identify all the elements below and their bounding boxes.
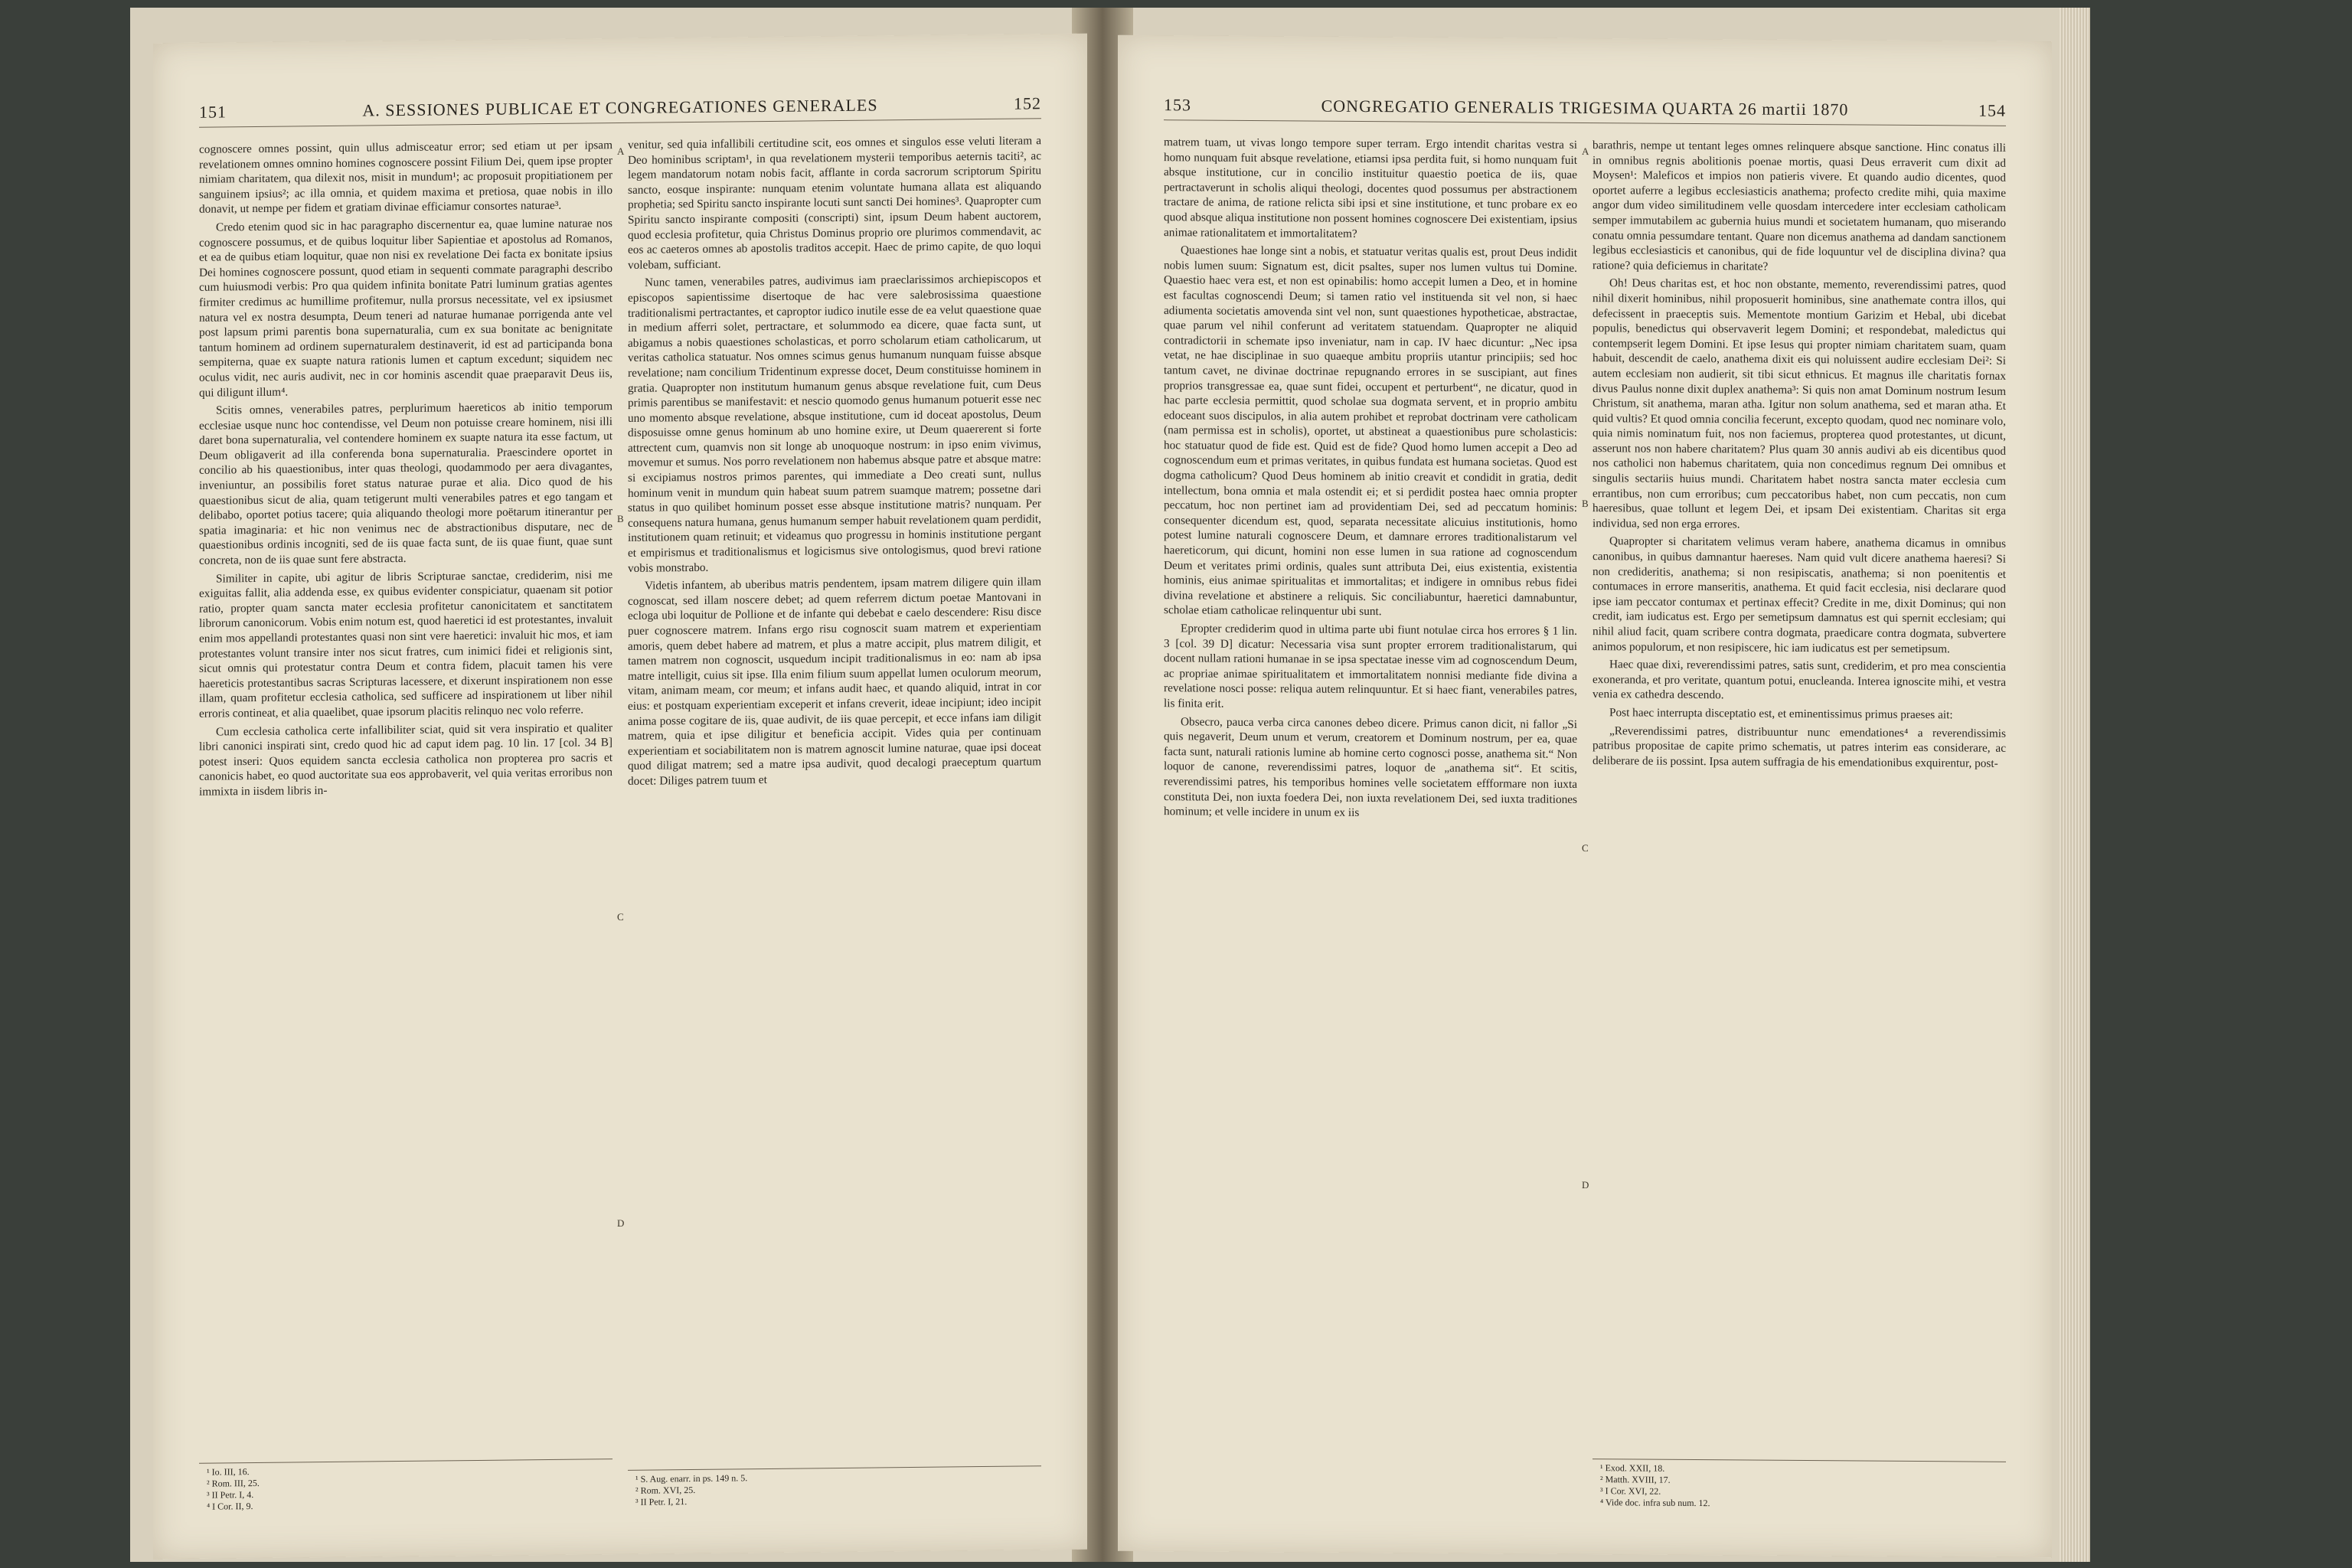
page-number-154: 154 bbox=[1978, 100, 2006, 120]
column-153 bbox=[1164, 135, 1577, 1508]
running-title: CONGREGATIO GENERALIS TRIGESIMA QUARTA 26 martii 1870 bbox=[1321, 96, 1849, 119]
footnote: ³ II Petr. I, 21. bbox=[635, 1496, 688, 1508]
column-152 bbox=[628, 133, 1041, 1508]
paragraph: cognoscere omnes possint, quin ullus admisceatur error; sed etiam ut per ipsam revelationem omnes omnino homines cognoscere possint Filium Dei, quem ipse propter nimiam charitatem, qua dilexit nos, misit in mundum¹; ac proposuit propitiationem per sanguinem ipsius²; ac illa omnia, et quidem maxima et pretiosa, quae nobis in illo donavit, ut nempe per fidem et gratiam divinae efficiamur consortes naturae³. bbox=[199, 139, 612, 217]
left-columns bbox=[199, 133, 1041, 1528]
footnote: ¹ Io. III, 16. bbox=[207, 1466, 250, 1478]
paragraph: Obsecro, pauca verba circa canones debeo dicere. Primus canon dicit, ni fallor „Si quis negaverit, Deum unum et verum, creatorem et Dominum nostrum, per ea, quae facta sunt, naturali rationis lumine ab homine certo cognosci posse, anathema sit.“ Non loquor de canone, reverendissimi patres, loquor de „anathema sit“. Et scitis, reverendissimi patres, his temporibus homines velle societatem effformare non iuxta constituta Dei, non iuxta foedera Dei, non iuxta revelationem Dei, sed iuxta traditiones hominum; et velle incidere in unum ex iis bbox=[1164, 714, 1577, 820]
page-edge-stack bbox=[2060, 8, 2090, 1562]
open-book bbox=[130, 8, 2090, 1562]
column-151 bbox=[199, 138, 612, 1513]
paragraph: Scitis omnes, venerabiles patres, perplurimum haereticos ab initio temporum ecclesiae usque nunc hoc contendisse, vel Deum non potuisse creare hominem, nisi illi daret bona supernaturalia, vel contendere hominem ex suapte natura ita esse factum, ut Deum obligaverit ad illa conferenda bona supernaturalia. Praescindere oportet in concilio ab his quaestionibus, inter quas theologi, quodammodo per aera divagantes, inveniuntur, an possibilis foret status naturae purae et alia. Dico quod de his quaestionibus sicut de alia, quam tetigerunt multi venerabiles patres et ego tangam et delibabo, oportet potius tacere; quia aliquando theologi more poëtarum itinerantur per spatia imaginaria: et hic non venimus nec de abstractionibus disputare, nec de quaestionibus ordinis incogniti, sed de iis quae facta sunt, de iis quae fiunt, quae sunt concreta, non de iis quae sunt fere abstracta. bbox=[199, 400, 612, 567]
column-154 bbox=[1592, 138, 2006, 1511]
footnote: ¹ S. Aug. enarr. in ps. 149 n. 5. bbox=[635, 1472, 748, 1485]
margin-marker: A bbox=[617, 145, 625, 158]
page-number-153: 153 bbox=[1164, 95, 1191, 115]
page-number-152: 152 bbox=[1014, 93, 1041, 113]
right-page bbox=[1118, 35, 2052, 1558]
left-running-head bbox=[199, 87, 1041, 128]
footnote: ² Rom. XVI, 25. bbox=[635, 1484, 696, 1496]
margin-marker: C bbox=[1582, 841, 1589, 854]
paragraph: Videtis infantem, ab uberibus matris pendentem, ipsam matrem diligere quin illam cognoscat, sed illam noscere debet; ad quem referrem dictum poetae Mantovani in ecloga ubi loquitur de Pollione et de infante qui debebat e caelo descendere: Risu disce puer cognoscere matrem. Infans ergo risu cognoscit suam matrem et experientiam amoris, quem debet habere ad matrem, et plus a matre accipit, plus matrem diligit, et tamen matrem non cognoscit, usquedum incipit traditionalismus in eo: nam ab ipsa matre intelligit, cuius sit ipse. Illa enim filium suum appellat lumen oculorum meorum, vitam, animam meam, cor meum; et infans audit haec, et quando aliquid, intrat in cor eius: et postquam experientiam exceperit et infans creverit, ideae incipiunt; ideo incipit anima posse cogitare de iis, quae audivit, de iis quae percepit, et ecce infans iam diligit matrem, quia et ipse diligitur et beneficia accipit. Vides quia per continuam experientiam et sociabilitatem non is matrem agnoscit lumine naturae, quae ipsi doceat quod diligat matrem; sed a matre ipsa audivit, quod decalogi praeceptum quartum docet: Diliges patrem tuum et bbox=[628, 575, 1041, 788]
column-154-footnotes bbox=[1592, 1459, 2006, 1511]
paragraph: venitur, sed quia infallibili certitudine scit, eos omnes et singulos esse veluti literam a Deo hominibus scriptam¹, in qua revelationem mysterii temporibus aeternis taciti², ac legem mandatorum notam nobis facit, afflante in corda sacrorum scriptorum Spiritu sancto, eosque inspirante: nunquam etenim voluntate humana allata est aliquando prophetia; sed Spiritu sancto inspirante locuti sunt sancti Dei homines³. Quapropter cum Spiritu sancto inspirante compositi (conscripti) sint, ipsum Deum habent auctorem, quod ecclesia profitetur, quia Christus Dominus proprio ore plurimos commendavit, ac eos ac caeteros omnes ab apostolis traditos accepit. Haec de primo capite, de quo loqui volebam, sufficiant. bbox=[628, 134, 1041, 272]
left-page bbox=[153, 34, 1087, 1560]
paragraph: „Reverendissimi patres, distribuuntur nunc emendationes⁴ a reverendissimis patribus propositae de capite primo schematis, ut patres interim eas considerare, ac deliberare de iis possint. Ipsa autem suffragia de his emendationibus exquirentur, post- bbox=[1592, 724, 2006, 770]
page-number-151: 151 bbox=[199, 102, 227, 122]
paragraph: Post haec interrupta disceptatio est, et eminentissimus primus praeses ait: bbox=[1609, 706, 1953, 722]
paragraph: Similiter in capite, ubi agitur de libris Scripturae sanctae, crediderim, nisi me exiguitas fallit, alia addenda esse, ex quibus evidenter conspiciatur, quaenam sit potior ratio, propter quam sancta mater ecclesia profitetur canonicitatem et sanctitatem librorum canonicorum. Vobis enim notum est, quod haeretici id est protestantes, invaluit enim mos appellandi protestantes quasi non sint vere haeretici: invaluit hic mos, et iam protestantes volunt transire inter nos sicut fratres, cum inimici fidei et religionis sint, sicut omnis qui protestatur contra Deum et contra fidem, placuit tamen his vere haereticis protestantibus sacras Scripturas lacessere, et dixerunt inspirationem non esse illam, quam profitetur ecclesia catholica, sed sufficere ad inspirationem ut liber nihil erroris contineat, et alia quaelibet, quae ipsorum placitis relinquo nec volo referre. bbox=[199, 567, 612, 720]
footnote: ³ II Petr. I, 4. bbox=[207, 1489, 254, 1501]
column-152-footnotes bbox=[628, 1465, 1041, 1508]
paragraph: Oh! Deus charitas est, et hoc non obstante, memento, reverendissimi patres, quod nihil dixerit hominibus, nihil proposuerit hominibus, sine anathemate contra illos, qui defecissent in praeceptis suis. Mementote montium Garizim et Hebal, ubi dicebat populis, benedictus qui observaverit legem Domini; et respondebat, maledictus qui contempserit legem Domini. Et ipse Iesus qui propter nimiam charitatem suam, quam habuit, descendit de caelo, anathema dixit eis qui noluissent audire ecclesiam Dei²: Si autem ecclesiam non audierit, sit tibi sicut ethnicus. Et magnus ille charitatis fornax divus Paulus nonne dixit duplex anathema³: Si quis non amat Dominum nostrum Iesum Christum, sit anathema, maran atha. Igitur non solum anathema, sed et maran atha. Et quid vultis? Et quod omnia concilia fecerunt, excepto quodam, quod nec nominare volo, quia nimis nominatum fuit, nos non faciemus, propterea quod protestantes, ut dicunt, asserunt nos non habere charitatem? Plus quam 30 annis audivi ab eis dicentibus quod nos catholici non habemus charitatem, quia non concedimus regnum Dei omnibus et singulis sectariis huius mundi. Charitatem habet nostra sancta mater ecclesia cum errantibus, non cum erroribus; cum peccatoribus habet, non cum peccatis, non cum haeresibus, quae tollunt et legem Dei, et ipsam Dei existentiam. Charitas sit erga individua, sed non erga errores. bbox=[1592, 276, 2006, 531]
margin-marker: B bbox=[617, 512, 624, 525]
footnote: ² Matth. XVIII, 17. bbox=[1600, 1474, 1671, 1485]
paragraph: Quapropter si charitatem velimus veram habere, anathema dicamus in omnibus canonibus, in quibus damnantur haereses. Nam quid vult dicere anathema haeresi? Si non credideritis, anathema; si non resipiscatis, anathema; si non poenitentis et contumaces in errore manseritis, anathema. Et quid facit ecclesia, nisi declarare quod ipse iam peccator contumax et pertinax effecit? Credite in me, dixit Dominus; qui non credit, iam iudicatus est. Ergo per semetipsum damnatus est qui spernit ecclesiam; qui nihil aliud facit, quam scribere contra dogmata, praedicare contra dogmata, subvertere animos populorum, et non resipiscere, hic iam iudicatus est per semetipsum. bbox=[1592, 534, 2006, 655]
paragraph: Cum ecclesia catholica certe infallibiliter sciat, quid sit vera inspiratio et qualiter libri canonici inspirati sint, credo quod hic ad caput idem pag. 10 lin. 17 [col. 34 B] potest inseri: Quos equidem sancta ecclesia catholica non propterea pro sacris et canonicis habet, eo quod auctoritate sua eos approbaverit, vel quia veritas erroribus non immixta in iisdem libris in- bbox=[199, 720, 612, 799]
margin-marker: D bbox=[1582, 1178, 1589, 1191]
paragraph: Nunc tamen, venerabiles patres, audivimus iam praeclarissimos archiepiscopos et episcopos sapientissime disertoque de hac vere salebrosissima quaestione traditionalismi pertractantes, et caproptor iudico inutile esse de ea velut quaestione quae in medium afferri solet, pertractare, et solummodo ea dicere, quae facta sunt, ut abigamus a nobis quaestiones scholasticas, et porro scholarum etiam catholicarum, ut veritas catholica statuatur. Nos omnes scimus genus humanum nunquam fuisse absque revelatione; nam concilium Tridentinum expresse docet, Deum constituisse hominem in gratia. Quapropter non institutum humanum genus absque revelatione fuit, cum Deus primis parentibus se manifestavit: et nescio quomodo genus humanum potuerit esse nec uno momento absque revelatione, absque institutione, cum id doceat apostolus, Deum disposuisse omne genus hominum ab uno homine exire, ut Deum quaererent si forte attrectent cum, quamvis non sit longe ab unoquoque nostrum: in ipso enim vivimus, movemur et sumus. Nos porro revelationem non habemus absque patre et absque matre: si excipiamus nostros primos parentes, qui immediate a Deo creati sunt, nullus hominum venit in mundum quin habeat suum patrem suamque matrem; possetne dari status in quo quilibet hominum posset esse absque institutione matris? nunquam. Per consequens natura humana, genus humanum semper habuit revelationem quam perdidit, institutionem quam retinuit; et videamus quo progressu in hominis institutione pergant et empirismus et traditionalismus et logicismus sive ontologismus, quod brevi ratione vobis monstrabo. bbox=[628, 272, 1041, 575]
paragraph: barathris, nempe ut tentant leges omnes relinquere absque sanctione. Hinc conatus illi in omnibus regnis abolitionis poenae mortis, quasi Deus erraverit cum dixit ad Moysen¹: Maleficos et impios non patieris vivere. Et quando audio dicentes, quod oportet auferre a legibus ecclesiasticis anathema; profecto credite mihi, quia maxime angor dum video similitudinem velle quosdam intercedere inter ecclesiam catholicam semper immutabilem ac gubernia huius mundi et societatem humanam, quo miserando conatu omnia pessumdare tentant. Quare non dicemus anathema ad dandam sanctionem legibus ecclesiasticis et canonibus, qui de fide loquuntur vel de disciplina divina? qua ratione? quia deficiemus in charitate? bbox=[1592, 139, 2006, 273]
footnote: ¹ Exod. XXII, 18. bbox=[1600, 1462, 1665, 1474]
margin-marker: C bbox=[617, 910, 624, 923]
paragraph: Quaestiones hae longe sint a nobis, et statuatur veritas qualis est, prout Deus indidit nobis lumen suum: Signatum est, dicit psaltes, super nos lumen vultus tui Domine. Quaestio haec vera est, et non est opinabilis: homo accepit lumen a Deo, et in homine est facultas cognoscendi Deum; si tamen ratio vel instituenda sit vel non, si haec adiumenta societatis amovenda sint vel non, sunt quaestiones hypotheticae, abstractae, quae parum vel nihil conferunt ad veritatem statuendam. Quapropter ne aliquid contradictorii in schemate ipso inveniatur, nam in cap. IV haec dicuntur: „Nec ipsa vetat, ne hae disciplinae in suo quaeque ambitu propriis utantur principiis; sed hoc tantum cavet, ne divinae doctrinae repugnando errores in se suscipiant, aut fines proprios transgressae ea, quae sunt fidei, occupent et perturbent“, ne dicatur, quod in hac parte ecclesia permittit, quod scholae sua dogmata servent, et in proprio ambitu edoceant suos discipulos, in alia autem prohibet et reprobat doctrinam vere catholicam (nam permissa est in scholis), oportet, ut abstineat a quaestionibus pure scholasticis: hoc statuatur quod de fide est. Quid est de fide? Quod homo lumen accepit a Deo ad cognoscendum eum et primas veritates, in quibus fundata est humana societas. Quod est dogma catholicum? Quod Deus hominem ab initio creavit et condidit in gratia, dedit intellectum, bona omnia et mala ostendit ei; et si perdidit postea haec omnia propter peccatum, hoc non pertinet iam ad providentiam Dei, sed ad peccatum hominis: consequenter dicendum est, quod, separata necessitate alicuius institutionis, homo potest lumine naturali cognoscere Deum, et damnare errores traditionalistarum vel haereticorum, qui dicunt, homini non esse lumen in sua ratione ad cognoscendum Deum et veritates primi ordinis, quales sunt attributa Dei, eius existentia, existentia hominis, eius animae spiritualitas et immortalitas; et indigere in omnibus rebus fidei divina revelatione et abstinere a reliquis. Sic conciliabuntur, haeretici damnabuntur, scholae etiam catholicae relinquentur ubi sunt. bbox=[1164, 243, 1577, 619]
footnote: ⁴ I Cor. II, 9. bbox=[207, 1501, 253, 1512]
footnote: ³ I Cor. XVI, 22. bbox=[1600, 1485, 1661, 1497]
paragraph: Epropter crediderim quod in ultima parte ubi fiunt notulae circa hos errores § 1 lin. 3 [col. 39 D] dicatur: Necessaria visa sunt propter errorem traditionalistarum, qui docent nullam rationi humanae in se ipsa spectatae inesse vim ad cognoscendum Deum, ac propriae animae spiritualitatem et immortalitatem nonnisi mediante fide divina a revelatione nosci posse: reliqua autem relinquuntur. Et si haec fiant, venerabiles patres, lis finita erit. bbox=[1164, 622, 1577, 710]
footnote: ⁴ Vide doc. infra sub num. 12. bbox=[1600, 1497, 1710, 1509]
margin-marker: A bbox=[1582, 145, 1589, 158]
paragraph: matrem tuam, ut vivas longo tempore super terram. Ergo intendit charitas vestra si homo nunquam fuit absque revelatione, etiamsi ipsa perdita fuit, si homo nunquam fuit absque institutione, cur in concilio instituitur quaestio poetica de iis, quae pertractaverunt in scholis aliqui theologi, docentes quod possumus per abstractionem tractare de anima, de ratione relicta sibi ipsi et sine institutione, et tunc probare ex eo quod absque aliqua institutione non possent homines cognoscere Dei existentiam, ipsius animae rationalitatem et immortalitatem? bbox=[1164, 136, 1577, 240]
right-columns bbox=[1164, 135, 2006, 1527]
paragraph: Haec quae dixi, reverendissimi patres, satis sunt, crediderim, et pro mea conscientia exoneranda, et pro veritate, quantum potui, enucleanda. Interea ignoscite mihi, et vestra venia ex cathedra descendo. bbox=[1592, 658, 2006, 702]
right-running-head bbox=[1164, 89, 2006, 126]
running-title: A. SESSIONES PUBLICAE ET CONGREGATIONES GENERALES bbox=[362, 95, 878, 120]
paragraph: Credo etenim quod sic in hac paragrapho discernentur ea, quae lumine naturae nos cognoscere possumus, et de quibus loquitur liber Sapientiae et apostolus ad Romanos, et ea de quibus etiam loquitur, quae non nisi ex revelatione Dei facta ex bonitate ipsius Dei homines cognoscere possunt, quod etiam in sequenti commate paragraphi describo cum huiusmodi verbis: Pro qua quidem infinita bonitate Patri luminum gratias agentes firmiter credimus ac humillime profitemur, nulla prorsus necessitate, vel ex ipsiusmet natura vel ex nostra desumpta, Deum teneri ad naturae humanae porrigenda ante vel post lapsum primi parentis bona supernaturalia, cum ex sua bonitate ac benignitate tantum hominem ad ordinem supernaturalem destinaverit, id est ad participanda bona sempiterna, quae ex suapte natura rationis lumen et captum excedunt; siquidem nec oculus vidit, nec auris audivit, nec in cor hominis ascendit quae praeparavit Deus iis, qui diligunt illum⁴. bbox=[199, 217, 612, 400]
footnote: ² Rom. III, 25. bbox=[207, 1477, 260, 1489]
margin-marker: B bbox=[1582, 497, 1589, 510]
margin-marker: D bbox=[617, 1217, 625, 1230]
column-151-footnotes bbox=[199, 1459, 612, 1513]
